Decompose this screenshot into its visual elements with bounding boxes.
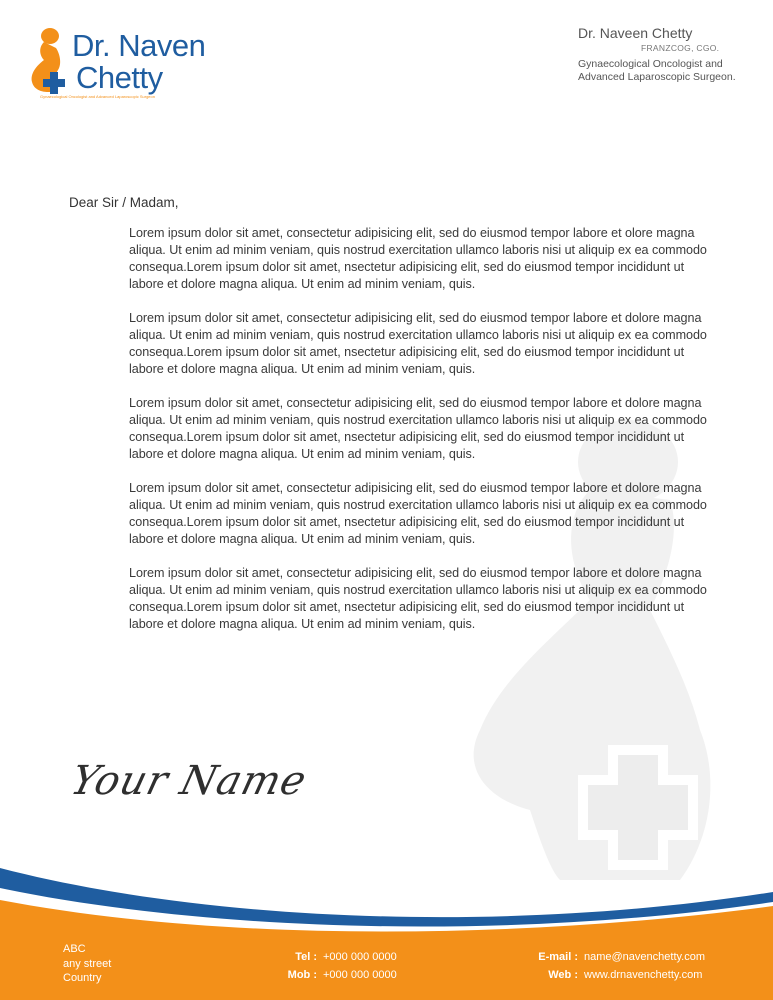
paragraph: Lorem ipsum dolor sit amet, consectetur adipisicing elit, sed do eiusmod tempor labore et olore magna aliqua. Ut enim ad minim veniam, quis nostrud exercitation ullamco laboris nisi ut aliquip ex ea commodo consequa.Lorem ipsum dolor sit amet, nsectetur adipisicing elit, sed do eiusmod tempor incididunt ut labore et dolore magna aliqua. Ut enim ad minim veniam, quis. — [129, 226, 707, 292]
paragraph: Lorem ipsum dolor sit amet, consectetur adipisicing elit, sed do eiusmod tempor labore et dolore magna aliqua. Ut enim ad minim veniam, quis nostrud exercitation ullamco laboris nisi ut aliquip ex ea commodo consequa.Lorem ipsum dolor sit amet, nsectetur adipisicing elit, sed do eiusmod tempor incididunt ut labore et dolore magna aliqua. Ut enim ad minim veniam, quis. — [129, 395, 707, 462]
salutation: Dear Sir / Madam, — [69, 195, 179, 210]
letterhead-header — [578, 25, 768, 84]
mob-number: +000 000 0000 — [323, 969, 397, 981]
logo-name-line2: Chetty — [76, 60, 163, 95]
tel-label: Tel : — [295, 951, 317, 963]
mob-label: Mob : — [287, 969, 317, 981]
brand-logo — [28, 24, 228, 104]
doctor-qualifications: FRANZCOG, CGO. — [641, 43, 720, 53]
logo-wordmark — [72, 30, 205, 94]
doctor-name: Dr. Naveen Chetty — [578, 25, 693, 41]
footer-address — [63, 942, 111, 986]
web-label: Web : — [548, 969, 578, 981]
paragraph: Lorem ipsum dolor sit amet, consectetur adipisicing elit, sed do eiusmod tempor labore et dolore magna aliqua. Ut enim ad minim veniam, quis nostrud exercitation ullamco laboris nisi ut aliquip ex ea commodo consequa.Lorem ipsum dolor sit amet, nsectetur adipisicing elit, sed do eiusmod tempor incididunt ut labore et dolore magna aliqua. Ut enim ad minim veniam, quis. — [129, 310, 707, 377]
website-url: www.drnavenchetty.com — [584, 969, 703, 981]
signature: Your Name — [66, 758, 312, 804]
footer-phones — [280, 948, 397, 984]
footer-online — [531, 948, 705, 984]
address-line: ABC — [63, 943, 86, 955]
address-line: Country — [63, 972, 102, 984]
tel-number: +000 000 0000 — [323, 951, 397, 963]
email-address: name@navenchetty.com — [584, 951, 706, 963]
doctor-title — [578, 58, 768, 84]
doctor-title-line2: Advanced Laparoscopic Surgeon. — [578, 71, 736, 83]
email-label: E-mail : — [538, 951, 578, 963]
doctor-title-line1: Gynaecological Oncologist and — [578, 58, 723, 70]
logo-name-line1: Dr. Naven — [72, 28, 206, 63]
paragraph: Lorem ipsum dolor sit amet, consectetur adipisicing elit, sed do eiusmod tempor labore et dolore magna aliqua. Ut enim ad minim veniam, quis nostrud exercitation ullamco laboris nisi ut aliquip ex ea commodo consequa.Lorem ipsum dolor sit amet, nsectetur adipisicing elit, sed do eiusmod tempor incididunt ut labore et dolore magna aliqua. Ut enim ad minim veniam, quis. — [129, 565, 707, 631]
logo-tagline: Gynaecological Oncologist and Advanced Laparoscopic Surgeon — [40, 94, 155, 99]
paragraph: Lorem ipsum dolor sit amet, consectetur adipisicing elit, sed do eiusmod tempor labore et dolore magna aliqua. Ut enim ad minim veniam, quis nostrud exercitation ullamco laboris nisi ut aliquip ex ea commodo consequa.Lorem ipsum dolor sit amet, nsectetur adipisicing elit, sed do eiusmod tempor incididunt ut labore et dolore magna aliqua. Ut enim ad minim veniam, quis. — [129, 480, 707, 546]
address-line: any street — [63, 957, 112, 970]
letter-body — [129, 225, 721, 649]
